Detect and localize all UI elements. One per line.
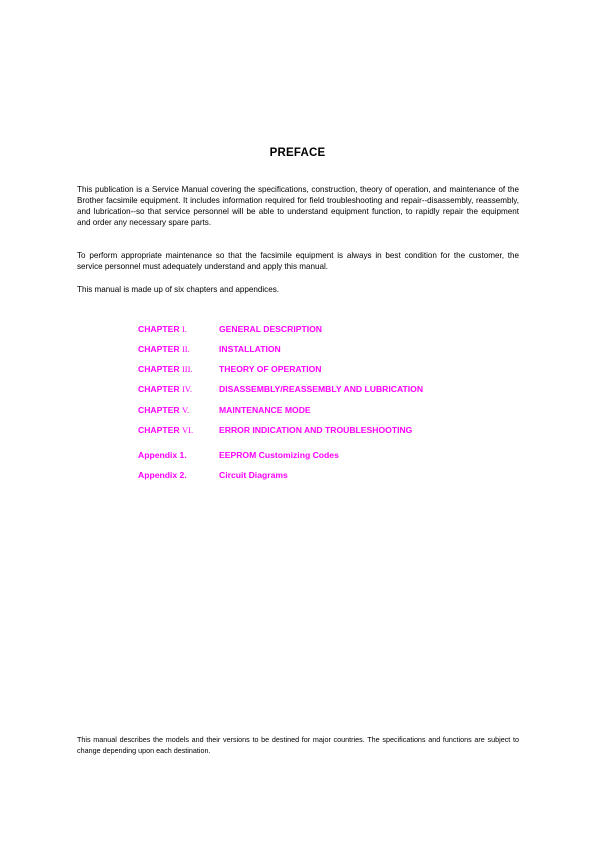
page-title: PREFACE bbox=[269, 147, 326, 159]
chapter-label: CHAPTER VI. bbox=[138, 425, 194, 435]
appendix-label: Appendix 2. bbox=[138, 470, 187, 480]
chapter-label: CHAPTER I. bbox=[138, 324, 187, 334]
footer-note: This manual describes the models and their versions to be destined for major countries. The specifications and functions are subject to change depending upon each destination. bbox=[77, 735, 519, 755]
chapter-title: THEORY OF OPERATION bbox=[219, 364, 322, 374]
chapter-title: DISASSEMBLY/REASSEMBLY AND LUBRICATION bbox=[219, 384, 424, 394]
chapter-title: INSTALLATION bbox=[219, 344, 281, 354]
chapter-title: GENERAL DESCRIPTION bbox=[219, 324, 322, 334]
structure-paragraph: This manual is made up of six chapters and appendices. bbox=[77, 285, 280, 294]
intro-paragraph: This publication is a Service Manual covering the specifications, construction, theory of operation, and maintenance of the Brother facsimile equipment. It includes information required for field troubleshooting and repair--disassembly, reassembly, and lubrication--so that service personnel will be able to understand equipment function, to rapidly repair the equipment and order any necessary spare parts. bbox=[77, 185, 519, 227]
appendix-label: Appendix 1. bbox=[138, 450, 187, 460]
chapter-title: MAINTENANCE MODE bbox=[219, 405, 311, 415]
chapter-label: CHAPTER III. bbox=[138, 364, 193, 374]
chapter-label: CHAPTER IV. bbox=[138, 384, 193, 394]
chapter-label: CHAPTER V. bbox=[138, 405, 190, 415]
chapter-title: ERROR INDICATION AND TROUBLESHOOTING bbox=[219, 425, 413, 435]
appendix-title: EEPROM Customizing Codes bbox=[219, 450, 339, 460]
chapter-label: CHAPTER II. bbox=[138, 344, 190, 354]
maintenance-paragraph: To perform appropriate maintenance so that the facsimile equipment is always in best condition for the customer, the service personnel must adequately understand and apply this manual. bbox=[77, 251, 519, 271]
appendix-title: Circuit Diagrams bbox=[219, 470, 288, 480]
